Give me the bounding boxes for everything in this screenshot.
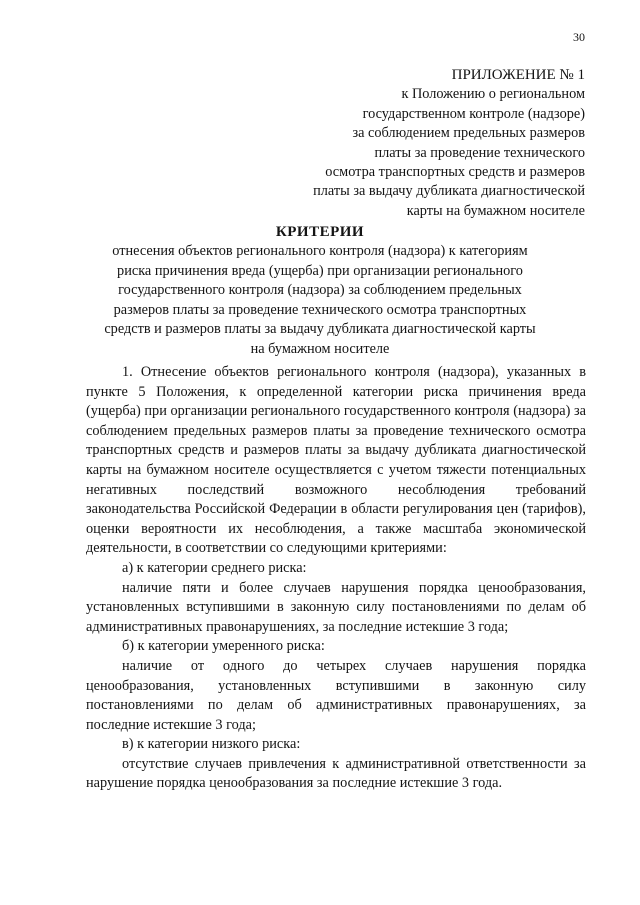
appendix-line: платы за выдачу дубликата диагностической (313, 183, 585, 200)
appendix-line: за соблюдением предельных размеров (352, 125, 585, 142)
appendix-line: к Положению о региональном (401, 86, 585, 103)
category-c-label: в) к категории низкого риска: (122, 736, 301, 753)
category-a-label: а) к категории среднего риска: (122, 559, 307, 576)
document-heading: КРИТЕРИИ (275, 224, 365, 240)
paragraph-1: 1. Отнесение объектов регионального контроля (надзора), указанных в пункте 5 Положения, к определенной категории риска причинения вреда (ущерба) при организации регионального государственного контроля (надзора) за соблюдением предельных размеров платы за проведение технического осмотра транспортных средств и размеров платы за выдачу дубликата диагностической карты на бумажном носителе осуществляется с учетом тяжести потенциальных негативных последствий возможного несоблюдения требований законодательства Российской Федерации в области регулирования цен (тарифов), оценки вероятности их несоблюдения, а также масштаба экономической деятельности, в соответствии со следующими критериями: (86, 364, 586, 557)
appendix-line: карты на бумажном носителе (406, 202, 585, 219)
appendix-line: осмотра транспортных средств и размеров (325, 164, 585, 181)
subtitle-line: отнесения объектов регионального контроля (надзора) к категориям (112, 243, 528, 259)
appendix-line: платы за проведение технического (374, 144, 585, 161)
appendix-line: государственном контроле (надзоре) (362, 105, 585, 122)
category-c-text: отсутствие случаев привлечения к административной ответственности за нарушение порядка ценообразования за последние истекшие 3 года. (86, 755, 586, 792)
category-b-label: б) к категории умеренного риска: (122, 638, 325, 655)
subtitle-line: средств и размеров платы за выдачу дубликата диагностической карты (104, 321, 536, 338)
document-body (86, 363, 586, 794)
document-subtitle (80, 242, 560, 360)
subtitle-line: размеров платы за проведение технического осмотра транспортных (113, 301, 527, 318)
category-a-text: наличие пяти и более случаев нарушения порядка ценообразования, установленных вступившими в законную силу постановлениями по делам об административных правонарушениях, за последние истекшие 3 года; (86, 579, 586, 635)
subtitle-line: государственного контроля (надзора) за соблюдением предельных (118, 282, 522, 299)
category-b-text: наличие от одного до четырех случаев нарушения порядка ценообразования, установленных вступившими в законную силу постановлениями по делам об административных правонарушениях, за последние истекшие 3 года; (86, 657, 586, 733)
page-number: 30 (573, 30, 585, 44)
subtitle-line: риска причинения вреда (ущерба) при организации регионального (117, 262, 523, 279)
appendix-title: ПРИЛОЖЕНИЕ № 1 (451, 67, 585, 83)
subtitle-line: на бумажном носителе (250, 340, 390, 357)
appendix-block (313, 66, 585, 221)
